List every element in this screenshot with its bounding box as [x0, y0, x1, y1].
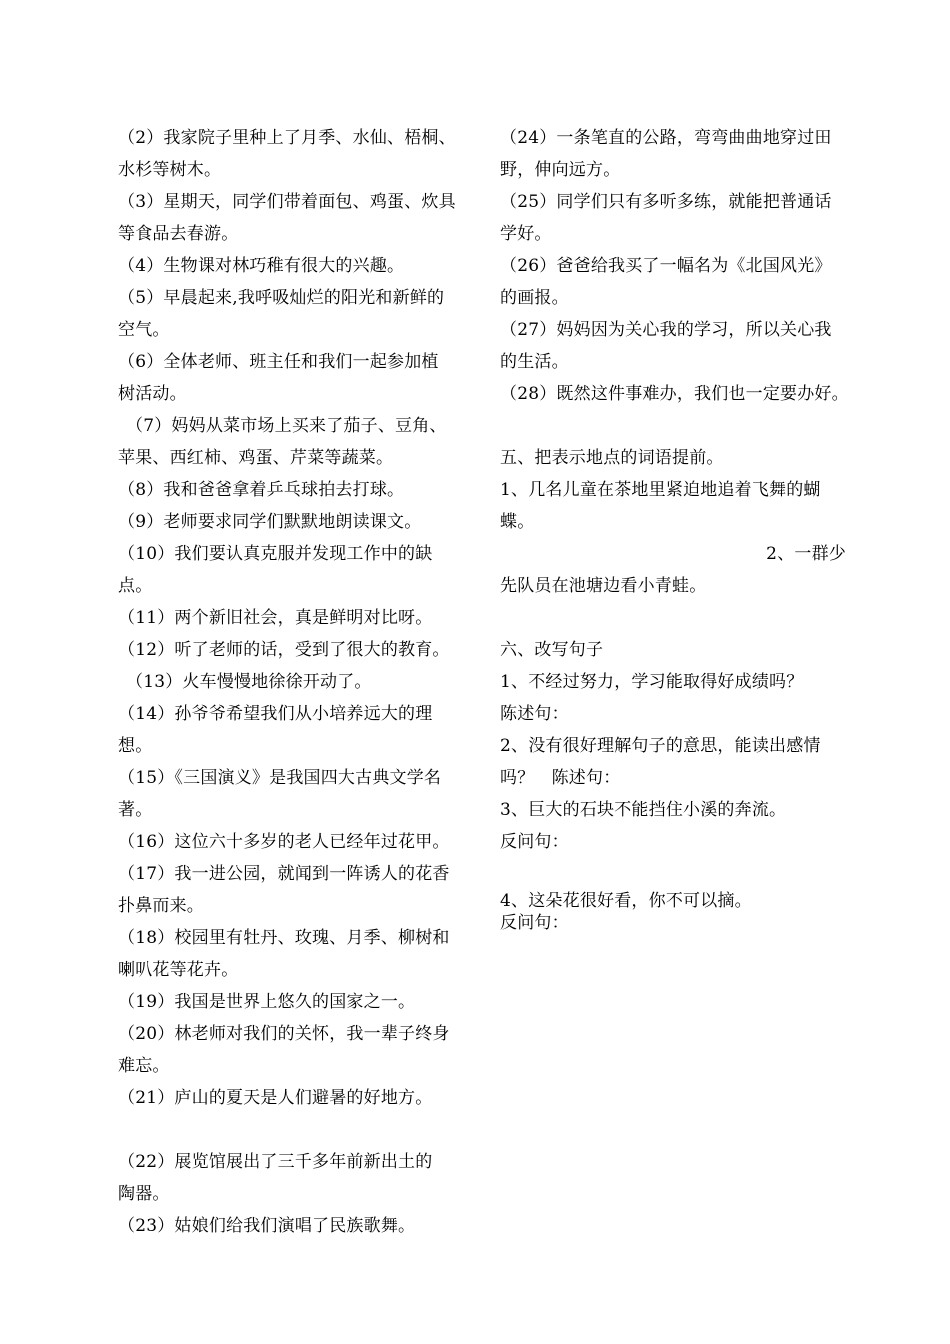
text-line: 4、这朵花很好看，你不可以摘。: [500, 891, 752, 911]
text-line: 喇叭花等花卉。: [118, 960, 239, 980]
text-line: 反问句：: [500, 913, 569, 933]
text-line: 吗？ 陈述句：: [500, 768, 621, 788]
text-line: 先队员在池塘边看小青蛙。: [500, 576, 707, 596]
text-line: 学好。: [500, 224, 552, 244]
text-line: 蝶。: [500, 512, 535, 532]
text-line: （17）我一进公园，就闻到一阵诱人的花香: [118, 864, 450, 884]
text-line: 2、没有很好理解句子的意思，能读出感情: [500, 736, 821, 756]
text-line: （7）妈妈从菜市场上买来了茄子、豆角、: [126, 416, 447, 436]
text-line: 点。: [118, 576, 153, 596]
blank-line: [118, 1114, 470, 1146]
text-line: （12）听了老师的话，受到了很大的教育。: [118, 640, 450, 660]
blank-line: [500, 410, 860, 442]
text-line: 的生活。: [500, 352, 569, 372]
text-line: 水杉等树木。: [118, 160, 222, 180]
text-line: 反问句：: [500, 832, 569, 852]
text-line: （27）妈妈因为关心我的学习，所以关心我: [500, 320, 832, 340]
text-line: （23）姑娘们给我们演唱了民族歌舞。: [118, 1216, 416, 1236]
text-line: （6）全体老师、班主任和我们一起参加植: [118, 352, 439, 372]
text-line: （22）展览馆展出了三千多年前新出土的: [118, 1152, 433, 1172]
text-line: 1、几名儿童在茶地里紧迫地追着飞舞的蝴: [500, 480, 821, 500]
section-heading: 五、把表示地点的词语提前。: [500, 448, 724, 468]
text-line: （10）我们要认真克服并发现工作中的缺: [118, 544, 433, 564]
text-line: （13）火车慢慢地徐徐开动了。: [126, 672, 372, 692]
text-line: 野，伸向远方。: [500, 160, 621, 180]
text-line: 树活动。: [118, 384, 187, 404]
text-line: 1、不经过努力，学习能取得好成绩吗？: [500, 672, 804, 692]
text-line: （4）生物课对林巧稚有很大的兴趣。: [118, 256, 405, 276]
text-line: （19）我国是世界上悠久的国家之一。: [118, 992, 416, 1012]
text-line: 等食品去春游。: [118, 224, 239, 244]
text-line: （20）林老师对我们的关怀，我一辈子终身: [118, 1024, 450, 1044]
section-heading: 六、改写句子: [500, 640, 604, 660]
text-line: 空气。: [118, 320, 170, 340]
text-line: （11）两个新旧社会，真是鲜明对比呀。: [118, 608, 433, 628]
text-line: 陈述句：: [500, 704, 569, 724]
text-line: （28）既然这件事难办，我们也一定要办好。: [500, 384, 849, 404]
blank-line: [500, 602, 860, 634]
text-line: （25）同学们只有多听多练，就能把普通话: [500, 192, 832, 212]
text-line: （14）孙爷爷希望我们从小培养远大的理: [118, 704, 433, 724]
text-line: 想。: [118, 736, 153, 756]
text-line: 陶器。: [118, 1184, 170, 1204]
text-line: 著。: [118, 800, 153, 820]
text-line: （5）早晨起来,我呼吸灿烂的阳光和新鲜的: [118, 288, 445, 308]
blank-line: [500, 858, 860, 890]
text-line: 3、巨大的石块不能挡住小溪的奔流。: [500, 800, 787, 820]
text-line: （18）校园里有牡丹、玫瑰、月季、柳树和: [118, 928, 450, 948]
text-line: 苹果、西红柿、鸡蛋、芹菜等蔬菜。: [118, 448, 394, 468]
text-line: （16）这位六十多岁的老人已经年过花甲。: [118, 832, 450, 852]
left-column: [118, 122, 470, 1242]
text-line: （24）一条笔直的公路，弯弯曲曲地穿过田: [500, 128, 832, 148]
text-line: （3）星期天，同学们带着面包、鸡蛋、炊具: [118, 192, 456, 212]
text-line: （21）庐山的夏天是人们避暑的好地方。: [118, 1088, 433, 1108]
text-line: 的画报。: [500, 288, 569, 308]
text-line: （2）我家院子里种上了月季、水仙、梧桐、: [118, 128, 456, 148]
text-line: 2、一群少: [766, 544, 846, 564]
text-line: （9）老师要求同学们默默地朗读课文。: [118, 512, 422, 532]
text-line: （26）爸爸给我买了一幅名为《北国风光》: [500, 256, 832, 276]
text-line: 扑鼻而来。: [118, 896, 204, 916]
right-column: [500, 122, 860, 934]
text-line: （8）我和爸爸拿着乒乓球拍去打球。: [118, 480, 405, 500]
text-line: 难忘。: [118, 1056, 170, 1076]
text-line: （15）《三国演义》是我国四大古典文学名: [118, 768, 442, 788]
